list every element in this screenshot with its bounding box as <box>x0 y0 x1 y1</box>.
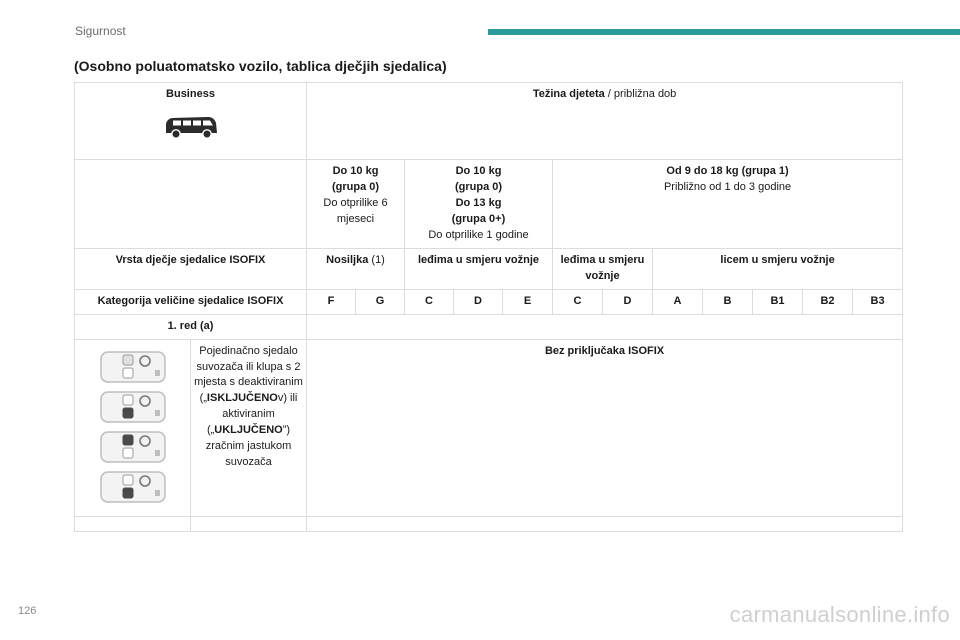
watermark: carmanualsonline.info <box>729 602 950 627</box>
size-class-cell: F <box>307 289 356 314</box>
seat-diagram-icon <box>99 350 167 384</box>
group0-age: Do otprilike 6 mjeseci <box>323 196 388 225</box>
size-class-cell: B2 <box>803 289 853 314</box>
empty-cell <box>75 516 191 531</box>
size-class-cell: B1 <box>753 289 803 314</box>
type-carrycot-note: (1) <box>368 253 385 266</box>
size-class-cell: D <box>603 289 653 314</box>
size-class-cell: A <box>653 289 703 314</box>
header-accent-bar <box>488 29 960 35</box>
group0-group: (grupa 0) <box>331 180 380 193</box>
seat-diagrams-cell <box>75 339 191 516</box>
size-class-cell: G <box>356 289 405 314</box>
seat-row <box>75 339 903 516</box>
type-rear-facing-2: leđima u smjeru vožnje <box>553 248 653 289</box>
row-label: 1. red (a) <box>75 314 307 339</box>
weight-header-cell <box>307 83 903 160</box>
table-header-row <box>75 83 903 160</box>
group0plus-weight-2: Do 13 kg <box>455 196 502 209</box>
group0-cell <box>307 160 405 249</box>
section-label: Sigurnost <box>75 24 126 38</box>
group0plus-group-2: (grupa 0+) <box>451 212 506 225</box>
size-class-cell: D <box>454 289 503 314</box>
van-icon <box>78 113 303 147</box>
seat-desc-text-1: Pojedinačno sjedalo suvozača ili klupa s 2 mjesta s deaktiviranim („ <box>194 344 303 405</box>
group1-age: Približno od 1 do 3 godine <box>663 180 792 193</box>
weight-header-rest: / približna dob <box>604 88 677 100</box>
size-class-cell: E <box>503 289 553 314</box>
group1-cell <box>553 160 903 249</box>
group0plus-age: Do otprilike 1 godine <box>428 228 529 241</box>
empty-cell <box>307 314 903 339</box>
type-carrycot-cell <box>307 248 405 289</box>
type-forward-facing: licem u smjeru vožnje <box>653 248 903 289</box>
empty-cell <box>307 516 903 531</box>
type-rear-facing-1: leđima u smjeru vožnje <box>405 248 553 289</box>
group0-weight: Do 10 kg <box>332 165 379 177</box>
seat-diagram-icon <box>99 430 167 464</box>
group0plus-cell <box>405 160 553 249</box>
isofix-type-label: Vrsta dječje sjedalice ISOFIX <box>75 248 307 289</box>
spacer-row <box>75 516 903 531</box>
document-title: (Osobno poluatomatsko vozilo, tablica dječjih sjedalica) <box>74 58 447 74</box>
seat-desc-text-3: ”) zračnim jastukom suvozača <box>205 424 292 469</box>
size-class-cell: B3 <box>853 289 903 314</box>
seat-desc-off: ISKLJUČENO <box>206 392 278 405</box>
empty-cell <box>191 516 307 531</box>
vehicle-label: Business <box>166 88 215 100</box>
seat-desc-on: UKLJUČENO <box>214 424 283 437</box>
group1-weight: Od 9 do 18 kg (grupa 1) <box>666 165 789 177</box>
vehicle-cell <box>75 83 307 160</box>
weight-header-bold: Težina djeteta <box>532 88 605 100</box>
isofix-type-row <box>75 248 903 289</box>
seat-diagram-icon <box>99 470 167 504</box>
empty-cell <box>75 160 307 249</box>
group0plus-weight-1: Do 10 kg <box>455 165 502 177</box>
seat-diagram-icon <box>99 390 167 424</box>
size-class-cell: B <box>703 289 753 314</box>
seat-desc-text-2: v) ili aktiviranim („ <box>206 392 298 437</box>
size-class-cell: C <box>553 289 603 314</box>
page-number: 126 <box>18 605 37 617</box>
size-class-label: Kategorija veličine sjedalice ISOFIX <box>75 289 307 314</box>
group0plus-group-1: (grupa 0) <box>454 180 503 193</box>
type-carrycot: Nosiljka <box>326 253 369 266</box>
weight-groups-row <box>75 160 903 249</box>
seat-description-cell <box>191 339 307 516</box>
size-class-row <box>75 289 903 314</box>
isofix-table <box>74 82 903 532</box>
size-class-cell: C <box>405 289 454 314</box>
no-isofix-cell: Bez priključaka ISOFIX <box>307 339 903 516</box>
row-label-row <box>75 314 903 339</box>
